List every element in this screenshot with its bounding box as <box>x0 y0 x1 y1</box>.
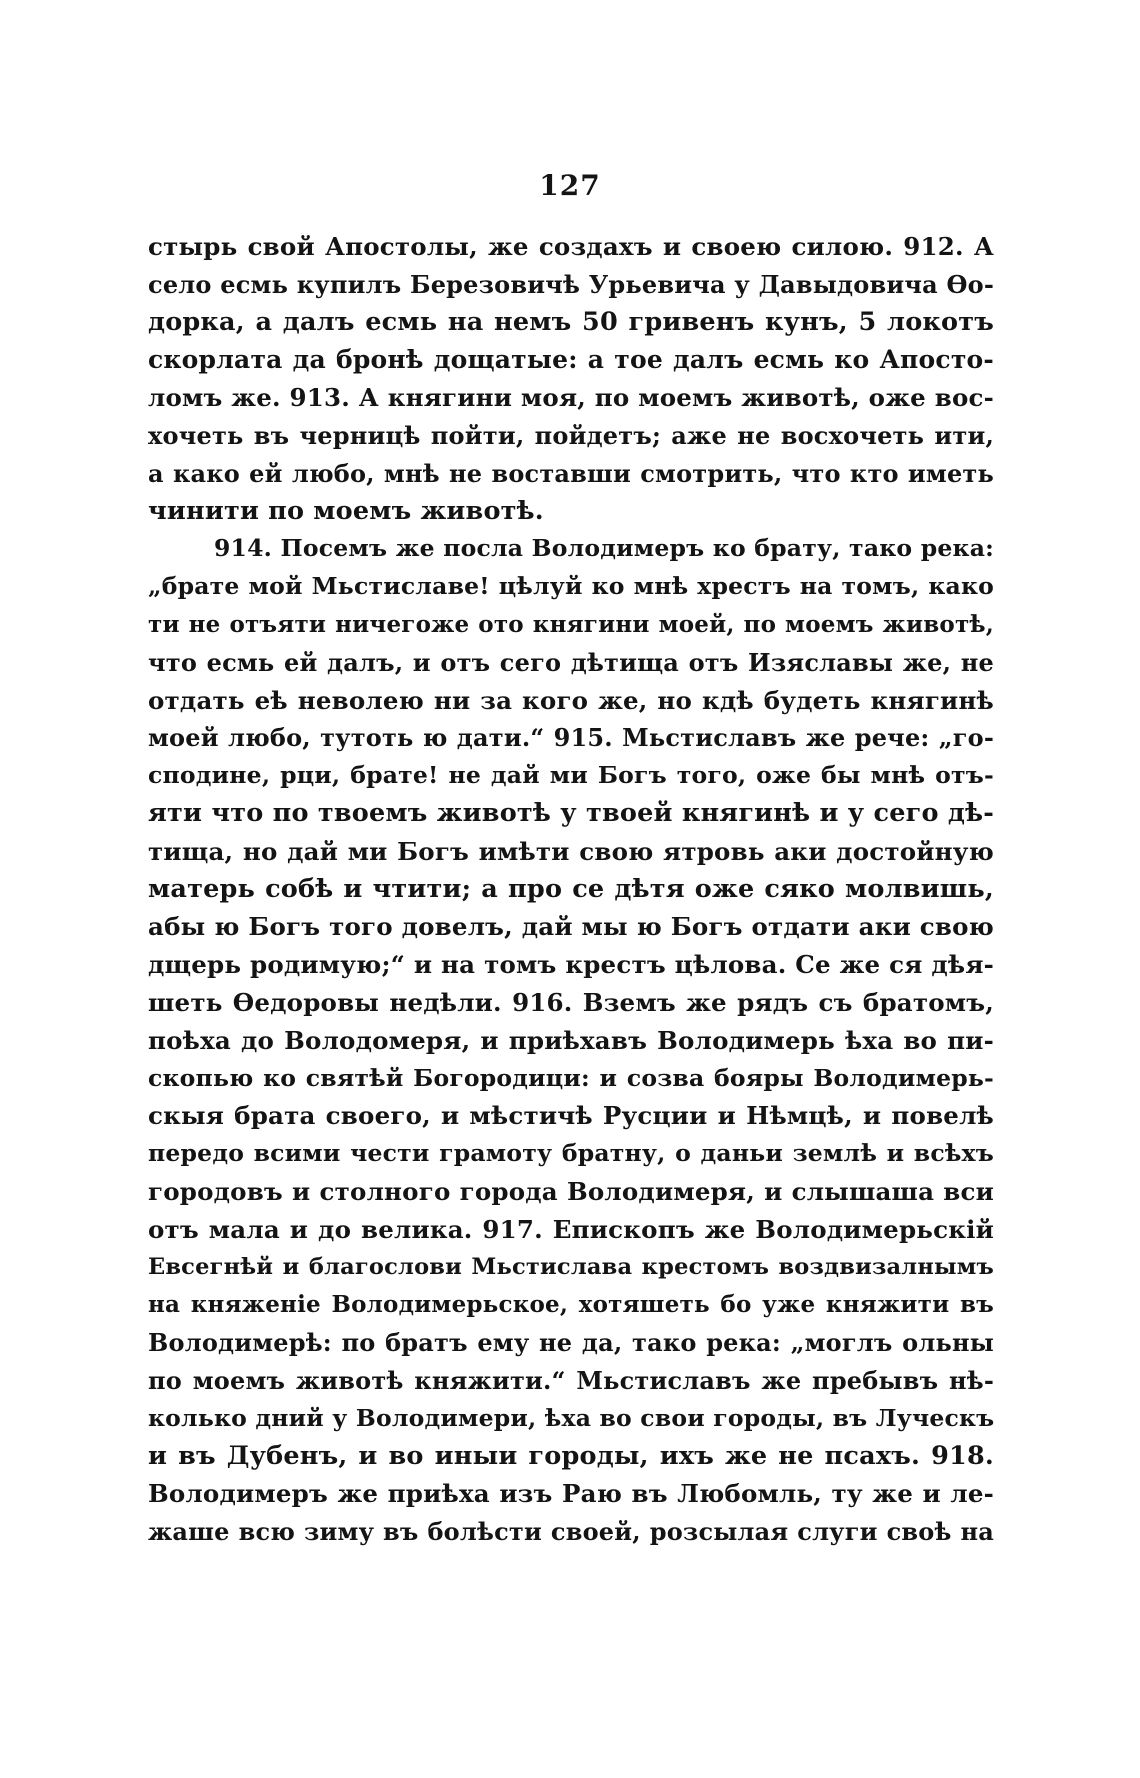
page-number: 127 <box>539 169 601 202</box>
text-line: моей любо, тутоть ю дати.“ 915. Мьстиславъ же рече: „го- <box>148 723 994 753</box>
text-line: дщерь родимую;“ и на томъ крестъ цѣлова. Се же ся дѣя- <box>148 950 994 980</box>
text-line: скопью ко святѣй Богородици: и созва бояры Володимерь- <box>148 1063 994 1092</box>
text-line: матерь собѣ и чтити; а про се дѣтя оже сяко молвишь, <box>148 873 994 904</box>
text-line: ломъ же. 913. А княгини моя, по моемъ животѣ, оже вос- <box>148 383 994 413</box>
text-line: стырь свой Апостолы, же создахъ и своею силою. 912. А <box>148 232 994 261</box>
paragraph-end-line: чинити по моемъ животѣ. <box>148 495 544 526</box>
text-line: яти что по твоемъ животѣ у твоей княгинѣ и у сего дѣ- <box>148 797 994 828</box>
paragraph-start-line: 914. Посемъ же посла Володимеръ ко брату, тако река: <box>214 534 994 563</box>
text-line: Володимеръ же приѣха изъ Раю въ Любомль, ту же и ле- <box>148 1479 994 1509</box>
text-line: отдать еѣ неволею ни за кого же, но кдѣ будеть княгинѣ <box>148 685 994 715</box>
text-line: и въ Дубенъ, и во иныи городы, ихъ же не псахъ. 918. <box>148 1440 994 1471</box>
text-line: хочеть въ черницѣ пойти, пойдетъ; аже не восхочеть ити, <box>148 420 994 450</box>
text-line: село есмь купилъ Березовичѣ Урьевича у Давыдовича Ѳо- <box>148 269 994 299</box>
text-line: тища, но дай ми Богъ имѣти свою ятровь аки достойную <box>148 836 994 866</box>
text-line: а како ей любо, мнѣ не воставши смотрить, что кто иметь <box>148 458 994 488</box>
text-line: дорка, а далъ есмь на немъ 50 гривенъ кунъ, 5 локотъ <box>148 306 994 337</box>
text-line: жаше всю зиму въ болѣсти своей, розсылая слуги своѣ на <box>148 1517 994 1547</box>
text-line: скыя брата своего, и мѣстичѣ Русции и Нѣмцѣ, и повелѣ <box>148 1101 994 1131</box>
text-line: поѣха до Володомеря, и приѣхавъ Володимерь ѣха во пи- <box>148 1025 994 1055</box>
text-line: передо всими чести грамоту братну, о даньи землѣ и всѣхъ <box>148 1139 994 1168</box>
text-line: что есмь ей далъ, и отъ сего дѣтища отъ Изяславы же, не <box>148 647 994 677</box>
text-line: Володимерѣ: по братъ ему не да, тако река: „моглъ ольны <box>148 1328 994 1358</box>
text-line: на княженіе Володимерьское, хотяшеть бо уже княжити въ <box>148 1291 994 1319</box>
text-line: „брате мой Мьстиславе! цѣлуй ко мнѣ хрестъ на томъ, како <box>148 572 994 601</box>
text-line: шеть Ѳедоровы недѣли. 916. Вземъ же рядъ съ братомъ, <box>148 987 994 1017</box>
text-line: отъ мала и до велика. 917. Епископъ же Володимерьскій <box>148 1214 994 1244</box>
text-line: абы ю Богъ того довелъ, дай мы ю Богъ отдати аки свою <box>148 912 994 942</box>
text-line: городовъ и столного города Володимеря, и слышаша вси <box>148 1176 994 1206</box>
text-line: сподине, рци, брате! не дай ми Богъ того, оже бы мнѣ отъ- <box>148 761 994 790</box>
text-line: скорлата да бронѣ дощатые: а тое далъ есмь ко Апосто- <box>148 345 994 375</box>
text-line: колько дний у Володимери, ѣха во свои городы, въ Луческъ <box>148 1403 995 1432</box>
body-text <box>148 228 994 1551</box>
text-line: по моемъ животѣ княжити.“ Мьстиславъ же пребывъ нѣ- <box>148 1365 994 1395</box>
text-line: ти не отъяти ничегоже ото княгини моей, по моемъ животѣ, <box>148 610 994 638</box>
text-line: Евсегнѣй и благослови Мьстислава крестомъ воздвизалнымъ <box>148 1253 994 1280</box>
